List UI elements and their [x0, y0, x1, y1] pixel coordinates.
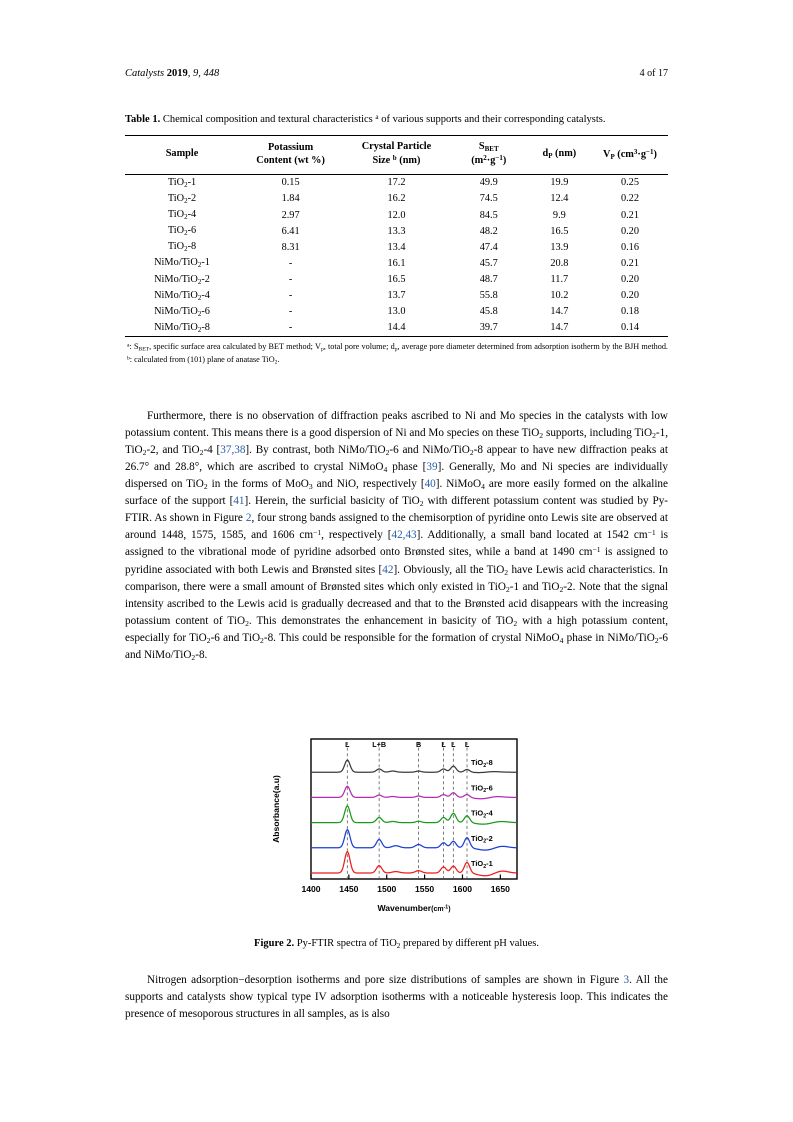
x-tick-label: 1450: [339, 884, 359, 894]
cell-vp: 0.21: [620, 209, 639, 221]
cell-vp: 0.20: [620, 273, 639, 285]
cell-sample: NiMo/TiO$_2$-8: [154, 321, 210, 334]
table-row: [125, 271, 668, 287]
journal-citation: [125, 68, 219, 79]
table-row: [125, 207, 668, 223]
svg-text:TiO2-6: TiO$_2$-6: [471, 783, 493, 795]
cell-crystal-size: 13.3: [387, 225, 406, 237]
cell-sbet: 47.4: [479, 241, 498, 253]
band-label: B: [415, 740, 422, 749]
band-label: L+B: [372, 740, 387, 749]
series-label: [471, 859, 493, 870]
x-tick-label: 1600: [452, 884, 473, 894]
cell-dp: 20.8: [550, 257, 569, 269]
cell-dp: 19.9: [550, 177, 569, 189]
cell-crystal-size: 16.2: [387, 193, 406, 205]
cell-dp: 13.9: [550, 241, 569, 253]
journal-name: Catalysts: [125, 68, 165, 79]
cell-vp: 0.25: [620, 177, 639, 189]
cell-potassium: 6.41: [281, 225, 300, 237]
cell-sbet: 55.8: [479, 289, 498, 301]
cell-sbet: 74.5: [479, 193, 498, 205]
cell-sample: NiMo/TiO$_2$-2: [154, 273, 210, 286]
cell-dp: 10.2: [550, 289, 569, 301]
table-caption-text: Chemical composition and textural characteristics $^a$ of various supports and their corresponding catalysts.: [160, 113, 606, 125]
page-number: 4 of 17: [639, 68, 668, 79]
cell-potassium: -: [288, 289, 293, 301]
cell-crystal-size: 16.5: [387, 273, 406, 285]
journal-volume-page: , 9, 448: [187, 68, 220, 79]
table-header-row: [125, 136, 668, 175]
x-tick-label: 1400: [301, 884, 321, 894]
table-row: [125, 304, 668, 320]
cell-vp: 0.20: [620, 289, 639, 301]
cell-potassium: 0.15: [281, 177, 300, 189]
table-body: [125, 174, 668, 336]
table-row: [125, 320, 668, 337]
col-header-crystal-size: Crystal Particle Size $^b$ (nm): [361, 141, 432, 167]
cell-sbet: 48.2: [479, 225, 498, 237]
x-tick-label: 1500: [377, 884, 397, 894]
cell-potassium: 2.97: [281, 209, 300, 221]
cell-sample: NiMo/TiO$_2$-6: [154, 305, 210, 318]
cell-potassium: -: [288, 322, 293, 334]
x-tick-label: 1650: [490, 884, 510, 894]
cell-potassium: -: [288, 306, 293, 318]
running-head: [125, 68, 668, 79]
cell-sample: TiO$_2$-2: [167, 193, 197, 206]
col-header-dp: $d_P$ (nm): [542, 148, 577, 161]
cell-sbet: 45.7: [479, 257, 498, 269]
table-caption: [125, 112, 668, 127]
cell-crystal-size: 17.2: [387, 177, 406, 189]
table-row: [125, 174, 668, 191]
band-label: L: [345, 740, 350, 749]
cell-sbet: 49.9: [479, 177, 498, 189]
svg-text:TiO2-8: TiO$_2$-8: [471, 758, 493, 770]
cell-potassium: 1.84: [281, 193, 300, 205]
figure-caption-label: Figure 2.: [254, 938, 295, 949]
cell-crystal-size: 12.0: [387, 209, 406, 221]
table-row: [125, 288, 668, 304]
x-tick-label: 1550: [415, 884, 435, 894]
cell-sample: NiMo/TiO$_2$-4: [154, 289, 210, 302]
table-block: [125, 112, 668, 367]
y-axis-label: Absorbance(a.u): [271, 775, 281, 843]
cell-vp: 0.16: [620, 241, 639, 253]
series-label: [471, 758, 493, 769]
cell-vp: 0.21: [620, 257, 639, 269]
cell-dp: 11.7: [550, 273, 569, 285]
col-header-vp: $V_P$ $(cm^3\cdot g^{-1})$: [603, 147, 657, 161]
body-paragraph-2: Nitrogen adsorption−desorption isotherms and pore size distributions of samples are shown in Figure 3. All the supports and catalysts show typical type IV adsorption isotherms with a noticeable hysteresis loop. This indicates the presence of mesoporous structures in all samples, as is also: [125, 974, 668, 1021]
cell-potassium: -: [288, 257, 293, 269]
cell-sample: TiO$_2$-4: [167, 209, 197, 222]
cell-sample: TiO$_2$-6: [167, 225, 197, 238]
series-label: [471, 809, 494, 820]
table-caption-label: Table 1.: [125, 114, 161, 125]
cell-crystal-size: 13.7: [387, 289, 406, 301]
col-header-potassium: Potassium Content (wt %): [256, 141, 325, 166]
svg-text:TiO2-1: TiO$_2$-1: [471, 859, 493, 870]
band-label: L: [441, 740, 446, 749]
cell-crystal-size: 13.4: [387, 241, 406, 253]
cell-vp: 0.18: [620, 306, 639, 318]
body-paragraph-1: Furthermore, there is no observation of diffraction peaks ascribed to Ni and Mo species in the catalysts with low potassium content. This means there is a good dispersion of Ni and Mo species on these TiO$_2$ supports, including TiO$_2$-1, TiO$_2$-2, and TiO$_2$-4 [37,38]. By contrast, both NiMo/TiO$_2$-6 and NiMo/TiO$_2$-8 appear to have new diffraction peaks at 26.7° and 28.8°, which are ascribed to crystal NiMoO$_4$ phase [39]. Generally, Mo and Ni species are individually dispersed on TiO$_2$ in the forms of MoO$_3$ and NiO, respectively [40]. NiMoO$_4$ are more easily formed on the alkaline surface of the support [41]. Herein, the surficial basicity of TiO$_2$ with different potassium content was studied by Py-FTIR. As shown in Figure 2, four strong bands assigned to the chemisorption of pyridine onto Lewis site are observed at around 1448, 1575, 1585, and 1606 $cm^{-1}$, respectively [42,43]. Additionally, a small band located at 1542 $cm^{-1}$ is assigned to the vibrational mode of pyridine adsorbed onto Brønsted sites, while a band at 1490 $cm^{-1}$ is assigned to pyridine associated with both Lewis and Brønsted sites [42]. Obviously, all the TiO$_2$ have Lewis acid characteristics. In comparison, there were a small amount of Brønsted sites which only existed in TiO$_2$-1 and TiO$_2$-2. Note that the signal intensity ascribed to the Lewis acid is gradually decreased and that to the Brønsted acid disappears with the increasing potassium content of TiO$_2$. This demonstrates the enhancement in basicity of TiO$_2$ with a high potassium content, especially for TiO$_2$-6 and TiO$_2$-8. This could be responsible for the formation of crystal NiMoO$_4$ phase in NiMo/TiO$_2$-6 and NiMo/TiO$_2$-8.: [125, 410, 669, 662]
table-footnote: $^a$: $S_{BET}$, specific surface area calculated by BET method; $V_p$, total pore volume; $d_p$, average pore diameter determined from adsorption isotherm by the BJH method. $^b$: calculated from (101) plane of anatase TiO$_2$.: [127, 341, 668, 366]
col-header-sbet: $S_{BET}$ $(m^2\cdot g^{-1})$: [471, 141, 507, 167]
cell-sbet: 48.7: [479, 273, 498, 285]
cell-sample: NiMo/TiO$_2$-1: [154, 257, 210, 270]
cell-dp: 16.5: [550, 225, 569, 237]
cell-dp: 14.7: [550, 322, 569, 334]
composition-table: [125, 135, 668, 337]
band-label: L: [451, 740, 456, 749]
cell-dp: 12.4: [550, 193, 569, 205]
table-row: [125, 223, 668, 239]
col-header-sample: Sample: [165, 148, 199, 160]
table-row: [125, 239, 668, 255]
table-row: [125, 255, 668, 271]
cell-sample: TiO$_2$-8: [167, 241, 197, 254]
svg-text:TiO2-2: TiO$_2$-2: [471, 833, 493, 845]
ftir-spectra-plot: [265, 731, 528, 916]
cell-crystal-size: 14.4: [387, 322, 406, 334]
cell-vp: 0.14: [620, 322, 639, 334]
cell-crystal-size: 13.0: [387, 306, 406, 318]
x-axis-label: $Wavenumber(cm^{-1}_)$: [377, 903, 451, 913]
cell-vp: 0.20: [620, 225, 639, 237]
cell-dp: 9.9: [552, 209, 566, 221]
series-label: [471, 783, 493, 794]
cell-vp: 0.22: [620, 193, 639, 205]
cell-crystal-size: 16.1: [387, 257, 406, 269]
table-row: [125, 191, 668, 207]
figure-caption: [125, 938, 668, 950]
cell-potassium: 8.31: [281, 241, 300, 253]
cell-sbet: 45.8: [479, 306, 498, 318]
table-head: [125, 136, 668, 175]
series-label: [471, 834, 493, 845]
cell-sbet: 39.7: [479, 322, 498, 334]
svg-text:TiO2-4: TiO$_2$-4: [471, 808, 493, 820]
journal-year: 2019: [166, 68, 188, 79]
cell-sample: TiO$_2$-1: [167, 176, 197, 189]
cell-sbet: 84.5: [479, 209, 498, 221]
figure-caption-text: Py-FTIR spectra of TiO$_2$ prepared by different pH values.: [294, 938, 539, 950]
cell-potassium: -: [288, 273, 293, 285]
cell-dp: 14.7: [550, 306, 569, 318]
figure-2: [265, 731, 528, 916]
band-label: L: [464, 740, 470, 749]
